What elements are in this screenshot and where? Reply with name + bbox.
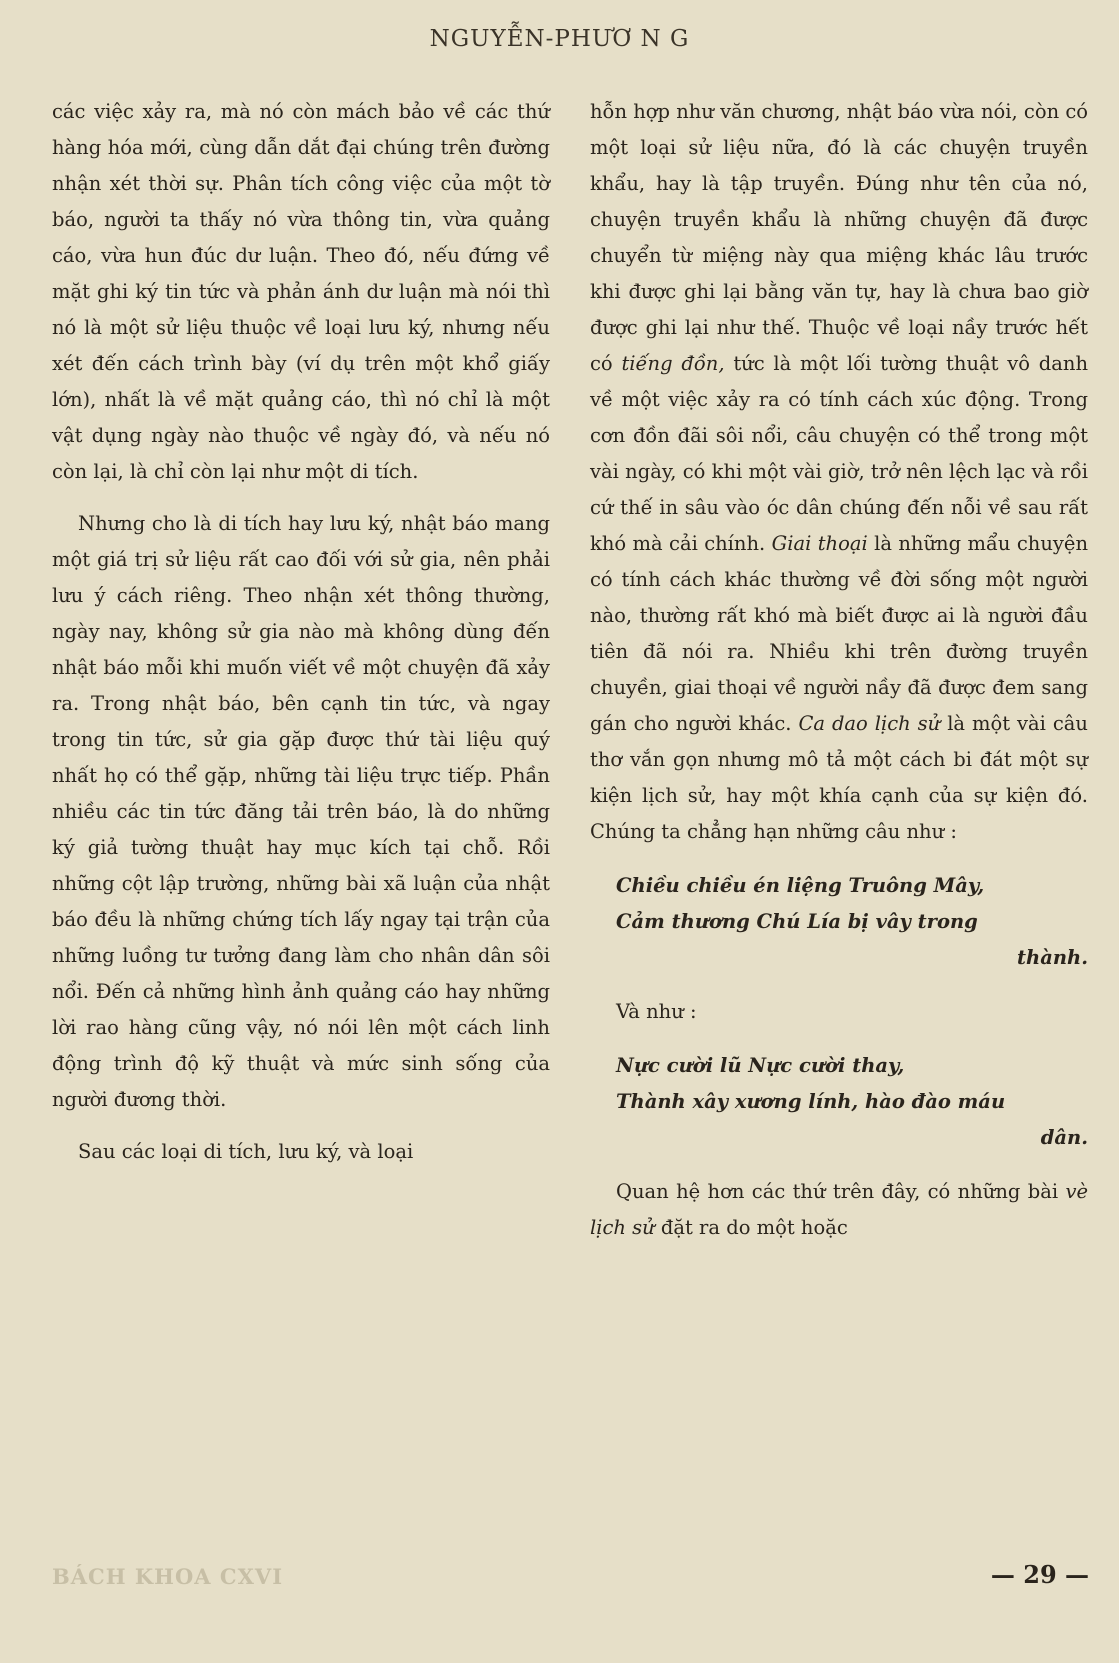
right-paragraph-2 [590, 1174, 1088, 1246]
term-giai-thoai: Giai thoại [771, 532, 868, 555]
right-paragraph-1 [590, 94, 1088, 850]
text-run: là một vài câu thơ vắn gọn nhưng mô tả một cách bi đát một sự kiện lịch sử, hay một khía cạnh của sự kiện đó. Chúng ta chẳng hạn những câu như : [590, 712, 1088, 843]
verse-2 [590, 1048, 1088, 1156]
page-number: — 29 — [990, 1560, 1089, 1589]
text-run: tức là một lối tường thuật vô danh về một việc xảy ra có tính cách xúc động. Trong cơn đồn đãi sôi nổi, câu chuyện có thể trong một vài ngày, có khi một vài giờ, trở nên lệch lạc và rồi cứ thế in sâu vào óc dân chúng đến nỗi về sau rất khó mà cải chính. [590, 352, 1089, 555]
running-head: NGUYỄN-PHƯƠ N G [429, 26, 690, 52]
left-paragraph-1: các việc xảy ra, mà nó còn mách bảo về các thứ hàng hóa mới, cùng dẫn dắt đại chúng trên đường nhận xét thời sự. Phân tích công việc của một tờ báo, người ta thấy nó vừa thông tin, vừa quảng cáo, vừa hun đúc dư luận. Theo đó, nếu đứng về mặt ghi ký tin tức và phản ánh dư luận mà nói thì nó là một sử liệu thuộc về loại lưu ký, nhưng nếu xét đến cách trình bày (ví dụ trên một khổ giấy lớn), nhất là về mặt quảng cáo, thì nó chỉ là một vật dụng ngày nào thuộc về ngày đó, và nếu nó còn lại, là chỉ còn lại như một di tích. [52, 100, 550, 483]
text-run: hỗn hợp như văn chương, nhật báo vừa nói, còn có một loại sử liệu nữa, đó là các chuyện truyền khẩu, hay là tập truyền. Đúng như tên của nó, chuyện truyền khẩu là những chuyện đã được chuyển từ miệng này qua miệng khác lâu trước khi được ghi lại bằng văn tự, hay là chưa bao giờ được ghi lại như thế. Thuộc về loại nầy trước hết có [590, 100, 1088, 375]
left-paragraph-2: Nhưng cho là di tích hay lưu ký, nhật báo mang một giá trị sử liệu rất cao đối với sử gia, nên phải lưu ý cách riêng. Theo nhận xét thông thường, ngày nay, không sử gia nào mà không dùng đến nhật báo mỗi khi muốn viết về một chuyện đã xảy ra. Trong nhật báo, bên cạnh tin tức, và ngay trong tin tức, sử gia gặp được thứ tài liệu quý nhất họ có thể gặp, những tài liệu trực tiếp. Phần nhiều các tin tức đăng tải trên báo, là do những ký giả tường thuật hay mục kích tại chỗ. Rồi những cột lập trường, những bài xã luận của nhật báo đều là những chứng tích lấy ngay tại trận của những luồng tư tưởng đang làm cho nhân dân sôi nổi. Đến cả những hình ảnh quảng cáo hay những lời rao hàng cũng vậy, nó nói lên một cách linh động trình độ kỹ thuật và mức sinh sống của người đương thời. [52, 512, 550, 1111]
term-tieng-don: tiếng đồn, [621, 352, 725, 375]
verse-line: Thành xây xương lính, hào đào máu [616, 1090, 1006, 1113]
verse-line: Chiều chiều én liệng Truông Mây, [616, 874, 985, 897]
text-run: Quan hệ hơn các thứ trên đây, có những bài [616, 1180, 1066, 1203]
term-ca-dao: Ca dao lịch sử [798, 712, 941, 735]
term-ve-lich-su: vè lịch sử [590, 1180, 1088, 1239]
right-column [590, 94, 1088, 1262]
text-run: đặt ra do một hoặc [654, 1216, 848, 1239]
verse-line: Nực cười lũ Nực cười thay, [616, 1054, 905, 1077]
verse-line: thành. [1017, 946, 1088, 969]
verse-1 [590, 868, 1088, 976]
verse-intro: Và như : [616, 1000, 697, 1023]
journal-footer: BÁCH KHOA CXVI [52, 1564, 284, 1589]
left-paragraph-3: Sau các loại di tích, lưu ký, và loại [78, 1140, 414, 1163]
verse-line: Cảm thương Chú Lía bị vây trong [616, 910, 978, 933]
verse-line: dân. [1040, 1126, 1088, 1149]
left-column [52, 94, 550, 1186]
text-run: là những mẩu chuyện có tính cách khác thường về đời sống một người nào, thường rất khó mà biết được ai là người đầu tiên đã nói ra. Nhiều khi trên đường truyền chuyền, giai thoại về người nầy đã được đem sang gán cho người khác. [590, 532, 1089, 735]
